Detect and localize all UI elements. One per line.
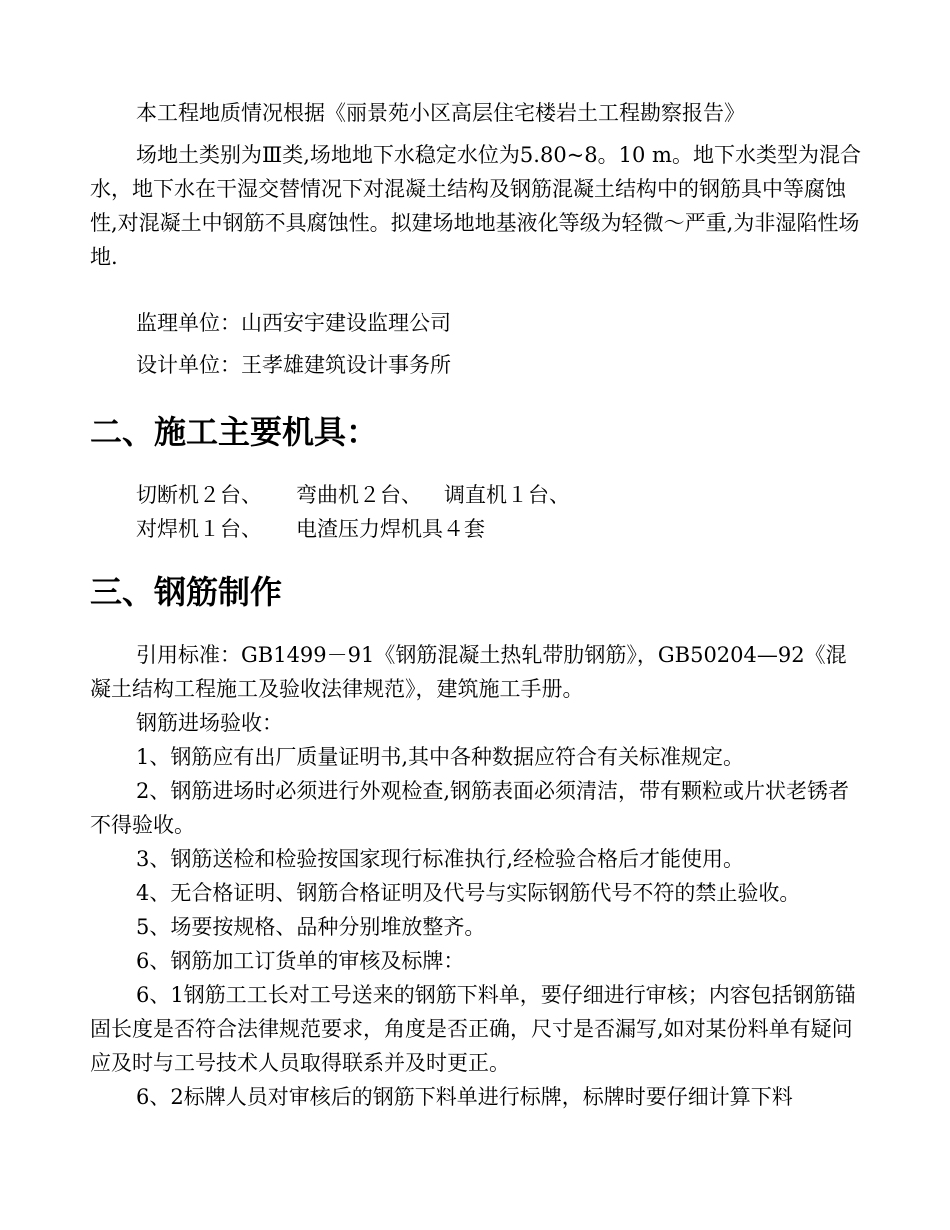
section-heading-rebar: 三、钢筋制作 [90,573,283,611]
geology-intro: 本工程地质情况根据《丽景苑小区高层住宅楼岩土工程勘察报告》 [136,101,745,125]
design-unit: 设计单位：王孝雄建筑设计事务所 [136,353,451,377]
machine-list-row-1 [136,478,570,512]
inspection-item-5: 5、场要按规格、品种分别堆放整齐。 [136,915,486,939]
inspection-title: 钢筋进场验收： [136,711,283,735]
inspection-item-1: 1、钢筋应有出厂质量证明书,其中各种数据应符合有关标准规定。 [136,745,745,769]
inspection-item-6-2: 6、2标牌人员对审核后的钢筋下料单进行标牌，标牌时要仔细计算下料 [136,1085,793,1109]
site-soil-paragraph: 场地土类别为Ⅲ类,场地地下水稳定水位为5.80~8。10 m。地下水类型为混合水，地下水在干湿交替情况下对混凝土结构及钢筋混凝土结构中的钢筋具中等腐蚀性,对混凝土中钢筋不具腐蚀性。拟建场地地基液化等级为轻微～严重,为非湿陷性场地. [90,143,861,269]
inspection-item-2: 2、钢筋进场时必须进行外观检查,钢筋表面必须清洁，带有颗粒或片状老锈者不得验收。 [90,779,850,837]
machine-item: 调直机１台、 [444,483,570,507]
machine-item: 对焊机１台、 [136,517,262,541]
machine-item: 电渣压力焊机具４套 [296,517,485,541]
inspection-item-6-1: 6、1钢筋工工长对工号送来的钢筋下料单，要仔细进行审核；内容包括钢筋锚固长度是否符合法律规范要求，角度是否正确，尺寸是否漏写,如对某份料单有疑问应及时与工号技术人员取得联系并及时更正。 [90,983,856,1075]
machine-list-row-2 [136,512,485,546]
inspection-item-3: 3、钢筋送检和检验按国家现行标准执行,经检验合格后才能使用。 [136,847,745,871]
supervisor-unit: 监理单位：山西安宇建设监理公司 [136,311,451,335]
machine-item: 弯曲机２台、 [296,483,422,507]
machine-item: 切断机２台、 [136,483,262,507]
inspection-item-4: 4、无合格证明、钢筋合格证明及代号与实际钢筋代号不符的禁止验收。 [136,881,801,905]
section-heading-machines: 二、施工主要机具： [90,413,379,451]
reference-standards: 引用标准：GB1499－91《钢筋混凝土热轧带肋钢筋》，GB50204—92《混凝土结构工程施工及验收法律规范》，建筑施工手册。 [90,643,847,701]
inspection-item-6: 6、钢筋加工订货单的审核及标牌： [136,949,465,973]
